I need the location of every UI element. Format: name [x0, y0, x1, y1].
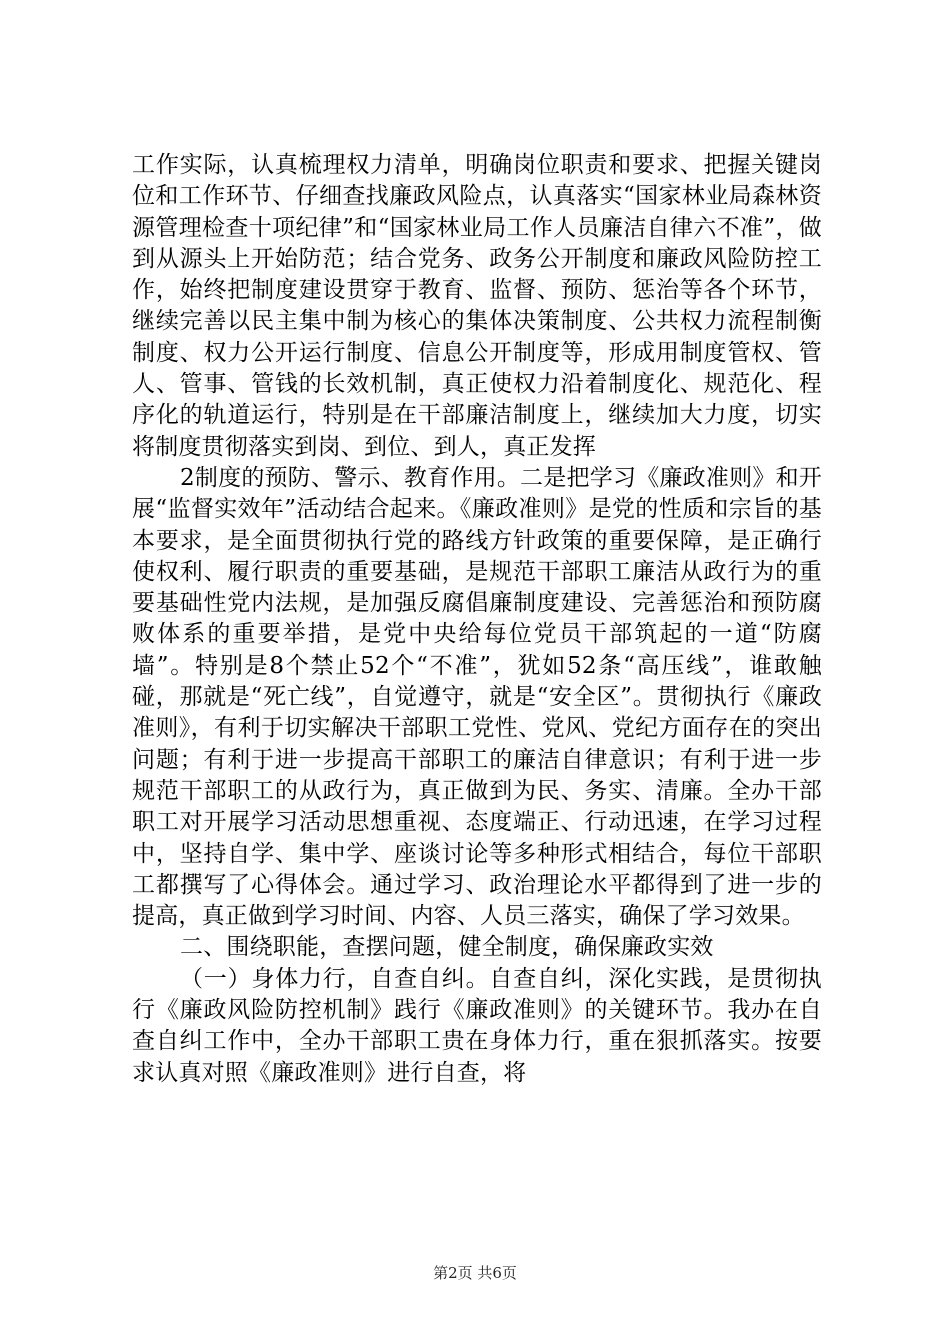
paragraph-1: 工作实际，认真梳理权力清单，明确岗位职责和要求、把握关键岗位和工作环节、仔细查找廉政风险点，认真落实“国家林业局森林资源管理检查十项纪律”和“国家林业局工作人员廉洁自律六不准”，做到从源头上开始防范；结合党务、政务公开制度和廉政风险防控工作，始终把制度建设贯穿于教育、监督、预防、惩治等各个环节，继续完善以民主集中制为核心的集体决策制度、公共权力流程制衡制度、权力公开运行制度、信息公开制度等，形成用制度管权、管人、管事、管钱的长效机制，真正使权力沿着制度化、规范化、程序化的轨道运行，特别是在干部廉洁制度上，继续加大力度，切实将制度贯彻落实到岗、到位、到人，真正发挥 — [132, 152, 822, 460]
section-heading: 二、围绕职能，查摆问题，健全制度，确保廉政实效 — [180, 934, 714, 961]
paragraph-4: （一）身体力行，自查自纠。自查自纠，深化实践，是贯彻执行《廉政风险防控机制》践行《廉政准则》的关键环节。我办在自查自纠工作中，全办干部职工贵在身体力行，重在狠抓落实。按要求认真对照《廉政准则》进行自查，将 — [132, 965, 822, 1086]
document-body — [132, 150, 822, 1089]
page-footer: 第2页 共6页 — [433, 1264, 517, 1282]
paragraph-2: 2制度的预防、警示、教育作用。二是把学习《廉政准则》和开展“监督实效年”活动结合起来。《廉政准则》是党的性质和宗旨的基本要求，是全面贯彻执行党的路线方针政策的重要保障，是正确行使权利、履行职责的重要基础，是规范干部职工廉洁从政行为的重要基础性党内法规，是加强反腐倡廉制度建设、完善惩治和预防腐败体系的重要举措，是党中央给每位党员干部筑起的一道“防腐墙”。特别是8个禁止52个“不准”，犹如52条“高压线”，谁敢触碰，那就是“死亡线”，自觉遵守，就是“安全区”。贯彻执行《廉政准则》，有利于切实解决干部职工党性、党风、党纪方面存在的突出问题；有利于进一步提高干部职工的廉洁自律意识；有利于进一步规范干部职工的从政行为，真正做到为民、务实、清廉。全办干部职工对开展学习活动思想重视、态度端正、行动迅速，在学习过程中，坚持自学、集中学、座谈讨论等多种形式相结合，每位干部职工都撰写了心得体会。通过学习、政治理论水平都得到了进一步的提高，真正做到学习时间、内容、人员三落实，确保了学习效果。 — [132, 464, 822, 930]
